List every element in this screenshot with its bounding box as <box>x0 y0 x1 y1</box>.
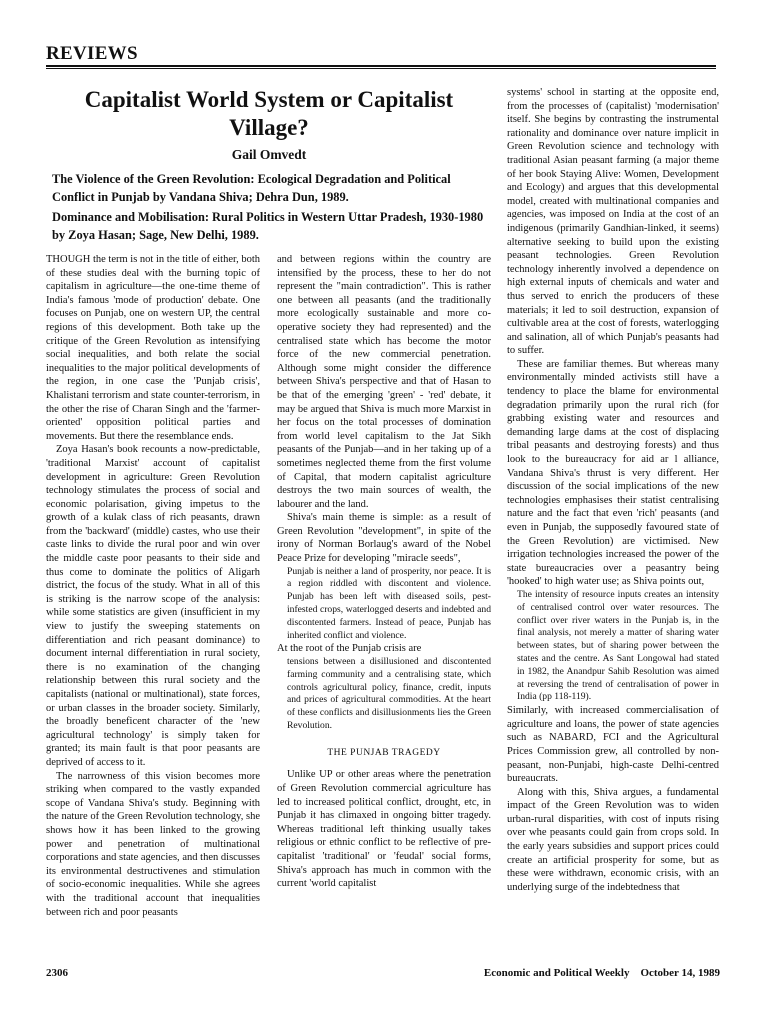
paragraph: Zoya Hasan's book recounts a now-predictable, 'traditional Marxist' account of capitalist development in agriculture: Green Revolution technology stimulates the process of social and economic polarisation, giving impetus to the growth of a kulak class of rich peasants, drawn from the 'backward' (middle) castes, who use their caste links to divide the rural poor and win over the middle caste poor peasants to their side and thus come to dominate the politics of Aligarh district, the focus of the study. What in all of this is striking is the narrow scope of the analysis: while some statistics are given (insufficient in my view to justify the sweeping statements on differentiation and rich peasant dominance) to document internal differentiation in rural society, there is no examination of the changing relationship between this rural society and the capitalists (national or multinational), state forces, or urban classes in the broader society. Similarly, the broadly beneficent character of the 'new agricultural technology' is simply taken for granted; its main fault is that poor peasants are deprived of access to it. <box>46 444 260 768</box>
paragraph: Shiva's main theme is simple: as a result of Green Revolution "development", in spite of the irony of Norman Borlaug's award of the Nobel Peace Prize for developing "miracle seeds", <box>277 512 491 565</box>
block-quote: The intensity of resource inputs creates an intensity of centralised control over water resources. The conflict over river waters in the Punjab is, in the final analysis, not merely a matter of sharing water between states, but of sharing power between the states and the centre. As Sant Longowal had stated in 1982, the Anandpur Sahib Resolution was aimed at reversing the trend of centralisation of power in India (pp 118-119). <box>517 588 719 703</box>
paragraph: Along with this, Shiva argues, a fundamental impact of the Green Revolution was to widen urban-rural disparities, with cost of inputs rising over whe peasants could gain from crops sold. In the early years subsidies and support prices could create an artificial prosperity for some, but as these were withdrawn, economic crisis, with an underlying surge of the indebtedness that <box>507 786 719 893</box>
book-2-title: Dominance and Mobilisation: Rural Politics in Western Uttar Pradesh, 1930-1980 <box>52 210 484 224</box>
column-3 <box>507 86 719 971</box>
book-citation-1 <box>52 170 492 206</box>
paragraph: and between regions within the country are intensified by the process, these to her do not represent the "main contradiction". This is rather one between all peasants (and the traditionally more ecologically sustainable and more co-operative society they had represented) and the centralised state which has become the motor force of the new commercial penetration. Although some might consider the difference between Shiva's perspective and that of Hasan to be that of the emerging 'green' - 'red' debate, it may be argued that Shiva is much more Marxist in her focus on the total processes of domination from world level capitalism to the Jat Sikh peasants of the Punjab—and in her taking up of a sometimes neglected theme from the first volume of Capital, that modern capitalist agriculture destroys the two main sources of wealth, the labourer and the land. <box>277 254 491 510</box>
section-label: REVIEWS <box>46 44 716 67</box>
paragraph: systems' school in starting at the opposite end, from the processes of (capitalist) 'modernisation' itself. She begins by contrasting the instrumental rationality and dominance over nature implicit in Green Revolution science and technology with traditional Asian peasant farming (a major theme of her book Staying Alive: Women, Development and Ecology) and argues that this developmental model, created with multinational companies and agencies, was imposed on India at the cost of an indigenous (primarily Gandhian-linked, it seems) alternative seeking to build upon the existing peasant technologies. Green Revolution technology inherently involved a dependence on high external inputs of chemicals and water and thus served to enrich the producers of these materials; it led to soil destruction, expansion of cultivable area at the cost of forests, waterlogging and salination, all of which Punjab's peasants had to suffer. <box>507 87 719 357</box>
section-subheading: THE PUNJAB TRAGEDY <box>327 747 441 758</box>
column-1 <box>46 253 260 971</box>
author-name: Gail Omvedt <box>231 147 307 162</box>
block-quote: Punjab is neither a land of prosperity, nor peace. It is a region riddled with discontent and violence. Punjab has been left with diseased soils, pest-infested crops, waterlogged deserts and indebted and discontented farmers. Instead of peace, Punjab has inherited conflict and violence. <box>287 565 491 641</box>
block-quote: tensions between a disillusioned and discontented farming community and a centralising state, which controls agricultural policy, finance, credit, inputs and prices of agricultural commodities. At the heart of these conflicts and disillusionments lies the Green Revolution. <box>287 656 491 732</box>
column-2 <box>277 253 491 971</box>
book-1-title: The Violence of the Green Revolution: Ecological Degradation and Political Conflict in Punjab <box>52 172 451 204</box>
header-rule <box>46 68 716 69</box>
paragraph: THOUGH the term is not in the title of either, both of these studies deal with the burning topic of capitalism in agriculture—the one-time theme of India's famous 'mode of production' debate. One focuses on Punjab, one on western UP, the central regions of this development. Both take up the critique of the Green Revolution as intensifying social inequalities, and both relate the social inequalities to the major political developments of the region, in one case the 'Punjab crisis', Khalistani terrorism and state counter-terrorism, in the other the rise of Charan Singh and the 'farmer-oriented' opposition political parties and movements. But there the resemblance ends. <box>46 254 260 442</box>
book-citation-2 <box>52 208 492 244</box>
paragraph: Similarly, with increased commercialisation of agriculture and loans, the power of state agencies such as NABARD, FCI and the Agricultural Prices Commission grew, all controlled by non-peasant, non-Punjabi, high-caste Delhi-centred bureaucrats. <box>507 705 719 785</box>
journal-footer: Economic and Political Weekly October 14, 1989 <box>483 967 720 979</box>
paragraph: The narrowness of this vision becomes more striking when compared to the vastly expanded scope of Vandana Shiva's study. Beginning with the nature of the Green Revolution technology, she shows how it has been linked to the growing power and penetration of multinational corporations and state agencies, and then discusses its environmental destructivenes and stimulation of socio-economic inequalities. While she agrees with the traditional account that inequalities between rich and poor peasants <box>46 770 260 918</box>
book-2-details: by Zoya Hasan; Sage, New Delhi, 1989. <box>52 228 259 242</box>
paragraph: At the root of the Punjab crisis are <box>277 643 422 655</box>
book-1-details: by Vandana Shiva; Dehra Dun, 1989. <box>149 190 349 204</box>
article-title: Capitalist World System or Capitalist Village? <box>84 87 454 140</box>
paragraph: These are familiar themes. But whereas many environmentally minded activists still have a tendency to place the blame for environmental degradation primarily upon the rural rich (for grabbing existing water and resources and demanding large dams at the cost of displacing tribal peasants and destroying forests) and thus look to the bureaucracy for aid ar l alliance, Vandana Shiva's thrust is very different. Her discussion of the social implications of the new technologies emphasises their statist centralising nature and the fact that even 'rich' peasants (and even in Punjab, the supposedly favoured state of the Green Revolution) are victimised. New irrigation technologies increased the power of the state bureaucracies over a peasantry being 'hooked' to high water use; as Shiva points out, <box>507 358 719 588</box>
paragraph: Unlike UP or other areas where the penetration of Green Revolution commercial agriculture has led to increased political conflict, drought, etc, in Punjab it has climaxed in ongoing bitter tragedy. Whereas traditional left thinking usually takes religious or ethnic conflict to be reflective of pre-capitalist 'traditional' or 'feudal' social forms, Shiva's approach has much in common with the current 'world capitalist <box>277 769 491 890</box>
page-number: 2306 <box>46 967 68 979</box>
